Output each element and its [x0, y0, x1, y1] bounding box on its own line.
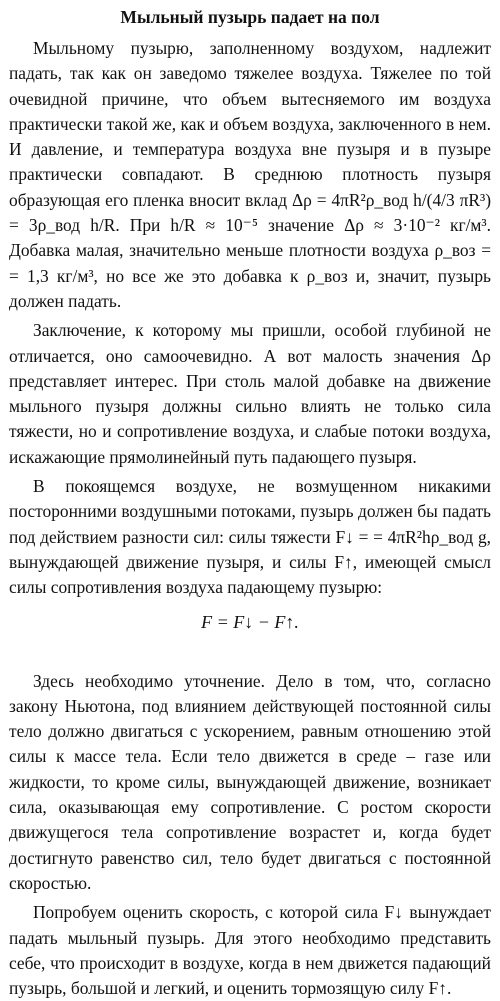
force-formula: F = F↓ − F↑.	[201, 611, 299, 632]
paragraph-1: Мыльному пузырю, заполненному воздухом, надлежит падать, так как он заведомо тяжелее воздуха. Тяжелее по той очевидной причине, что объем вытесняемого им воздуха практически такой же, как и объем воздуха, заключенного в нем. И давление, и температура воздуха вне пузыря и в пузыре практически совпадают. В среднюю плотность пузыря образующая его пленка вносит вклад Δρ = 4πR²ρ_вод h/(4/3 πR³) = 3ρ_вод h/R. При h/R ≈ 10⁻⁵ значение Δρ ≈ 3·10⁻² кг/м³. Добавка малая, значительно меньше плотности воздуха ρ_воз = = 1,3 кг/м³, но все же это добавка к ρ_воз и, значит, пузырь должен падать.	[9, 38, 491, 311]
paragraph-5: Попробуем оценить скорость, с которой сила F↓ вынуждает падать мыльный пузырь. Для этого необходимо представить себе, что происходит в воздухе, когда в нем движется падающий пузырь, большой и легкий, и оценить тормозящую силу F↑.	[9, 902, 491, 999]
paragraph-4: Здесь необходимо уточнение. Дело в том, что, согласно закону Ньютона, под влиянием действующей постоянной силы тело должно двигаться с ускорением, равным отношению этой силы к массе тела. Если тело движется в среде – газе или жидкости, то кроме силы, вынуждающей движение, возникает сила, оказывающая ему сопротивление. С ростом скорости движущегося тела сопротивление возрастет и, когда будет достигнуто равенство сил, тело будет двигаться с постоянной скоростью.	[9, 670, 491, 893]
paragraph-3: В покоящемся воздухе, не возмущенном никакими посторонними воздушными потоками, пузырь должен бы падать под действием разности сил: силы тяжести F↓ = = 4πR²hρ_вод g, вынуждающей движение пузыря, и силы F↑, имеющей смысл силы сопротивления воздуха падающему пузырю:	[9, 476, 491, 598]
paragraph-2: Заключение, к которому мы пришли, особой глубиной не отличается, оно самоочевидно. А вот малость значения Δρ представляет интерес. При столь малой добавке на движение мыльного пузыря должны сильно влиять не только сила тяжести, но и сопротивление воздуха, и слабые потоки воздуха, искажающие прямолинейный путь падающего пузыря.	[9, 320, 491, 467]
section-title: Мыльный пузырь падает на пол	[120, 7, 380, 27]
